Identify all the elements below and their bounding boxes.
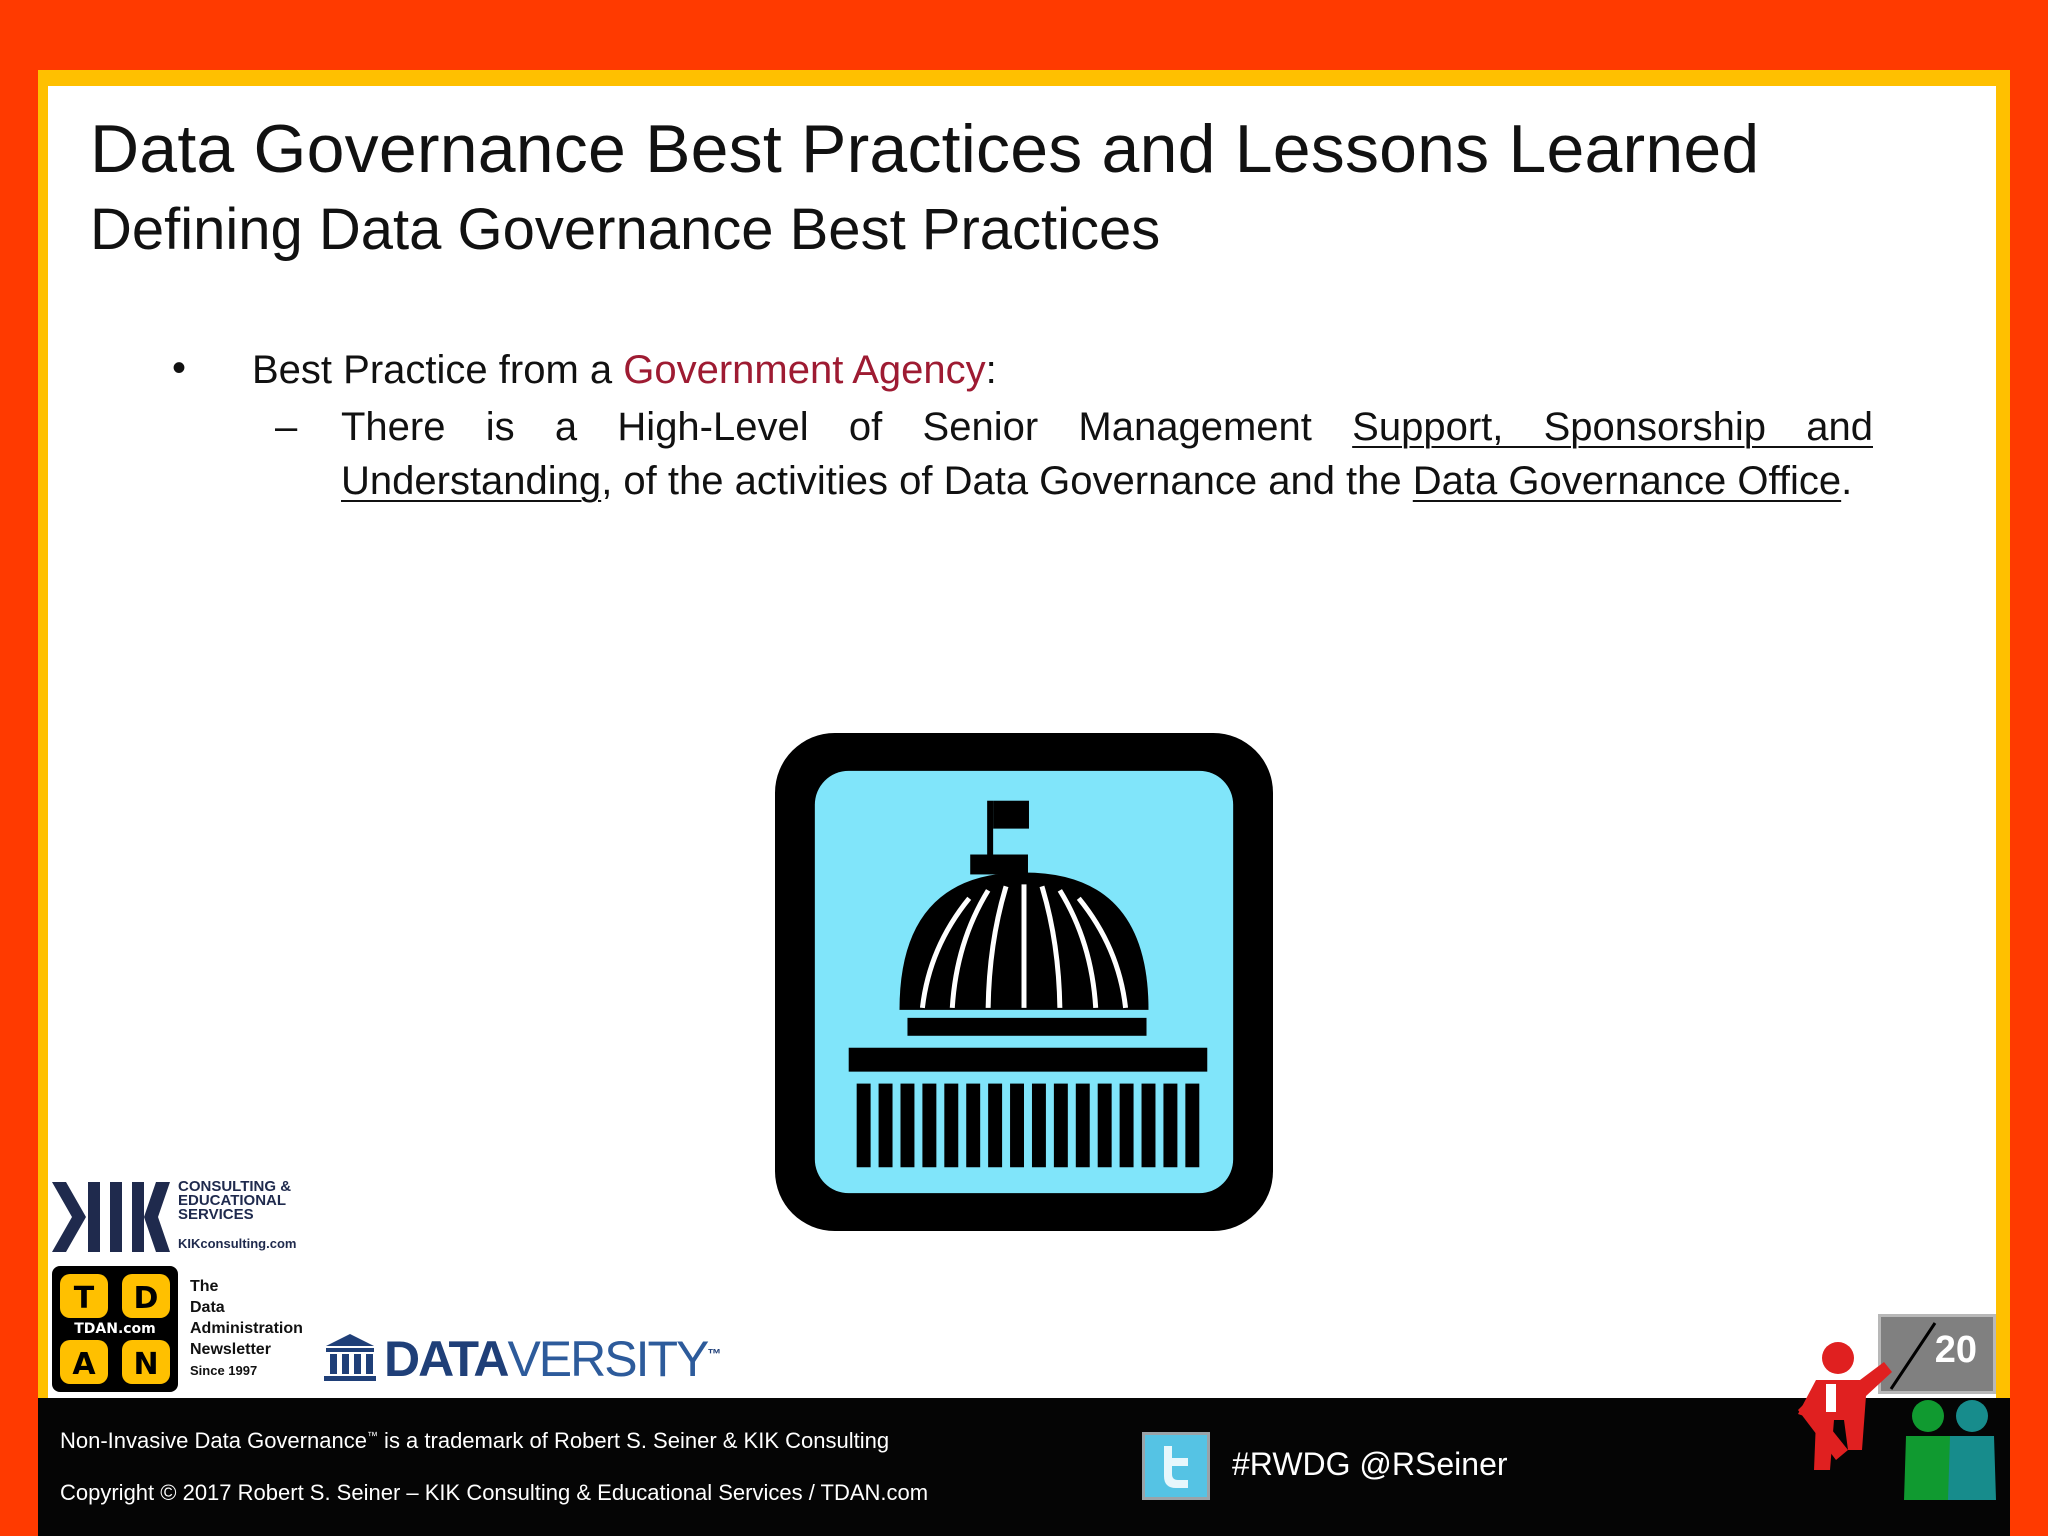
kik-logo-url: KIKconsulting.com [178, 1236, 297, 1251]
sub-link-support: Support, Sponsorship and Understanding [341, 405, 1873, 503]
tdan-logo [52, 1266, 332, 1392]
dataversity-light: VERSITY [507, 1331, 708, 1387]
kik-logo [52, 1178, 312, 1256]
sub-text-3: . [1841, 459, 1853, 503]
dataversity-columns-icon [322, 1334, 378, 1382]
tdan-letter-a: A [72, 1347, 96, 1382]
tdan-line-1: The [190, 1278, 219, 1295]
tdan-line-2: Data [190, 1299, 225, 1316]
sub-text-2: , of the activities of Data Governance and the [601, 459, 1413, 503]
tdan-center-text: TDAN.com [74, 1321, 156, 1337]
dataversity-tm: ™ [707, 1345, 720, 1362]
dataversity-bold: DATA [384, 1331, 508, 1387]
kik-logo-text: CONSULTING & EDUCATIONAL SERVICES [178, 1178, 292, 1223]
kik-logo-mark [52, 1182, 170, 1252]
tdan-letter-t: T [73, 1281, 95, 1316]
dataversity-wordmark [384, 1330, 719, 1388]
bullet-text [252, 348, 997, 393]
footer-bar [38, 1398, 2010, 1536]
sub-text-1: There is a High-Level of Senior Management [341, 405, 1353, 449]
bullet-prefix: Best Practice from a [252, 348, 624, 392]
tdan-letter-d: D [133, 1281, 159, 1316]
footer-copyright: Copyright © 2017 Robert S. Seiner – KIK Consulting & Educational Services / TDAN.com [60, 1480, 929, 1505]
page-number: 20 [1934, 1329, 1977, 1371]
twitter-icon [1142, 1432, 1210, 1500]
bullet-dot: • [172, 346, 187, 390]
footer-trademark [60, 1428, 889, 1454]
sub-link-dgo: Data Governance Office [1412, 459, 1842, 503]
tdan-logo-text [190, 1276, 340, 1381]
slide-title: Data Governance Best Practices and Lessons Learned [90, 111, 1760, 187]
capitol-building-icon [775, 733, 1273, 1231]
sub-bullet-dash: – [275, 405, 298, 449]
footer-tm: ™ [366, 1430, 378, 1443]
slide-subtitle: Defining Data Governance Best Practices [90, 197, 1161, 262]
footer-trademark-a: Non-Invasive Data Governance [60, 1428, 367, 1453]
presenter-team-icon [1788, 1340, 1998, 1500]
tdan-line-4: Newsletter [190, 1341, 271, 1358]
footer-hashtag: #RWDG @RSeiner [1232, 1446, 1508, 1482]
tdan-line-3: Administration [190, 1320, 303, 1337]
bullet-accent: Government Agency [623, 348, 986, 392]
tdan-since: Since 1997 [190, 1363, 258, 1378]
tdan-letter-n: N [133, 1347, 159, 1382]
tdan-logo-mark [52, 1266, 178, 1392]
bullet-suffix: : [985, 348, 997, 392]
sub-bullet-text [341, 400, 1873, 508]
dataversity-logo [322, 1330, 720, 1387]
footer-trademark-b: is a trademark of Robert S. Seiner & KIK Consulting [377, 1428, 890, 1453]
